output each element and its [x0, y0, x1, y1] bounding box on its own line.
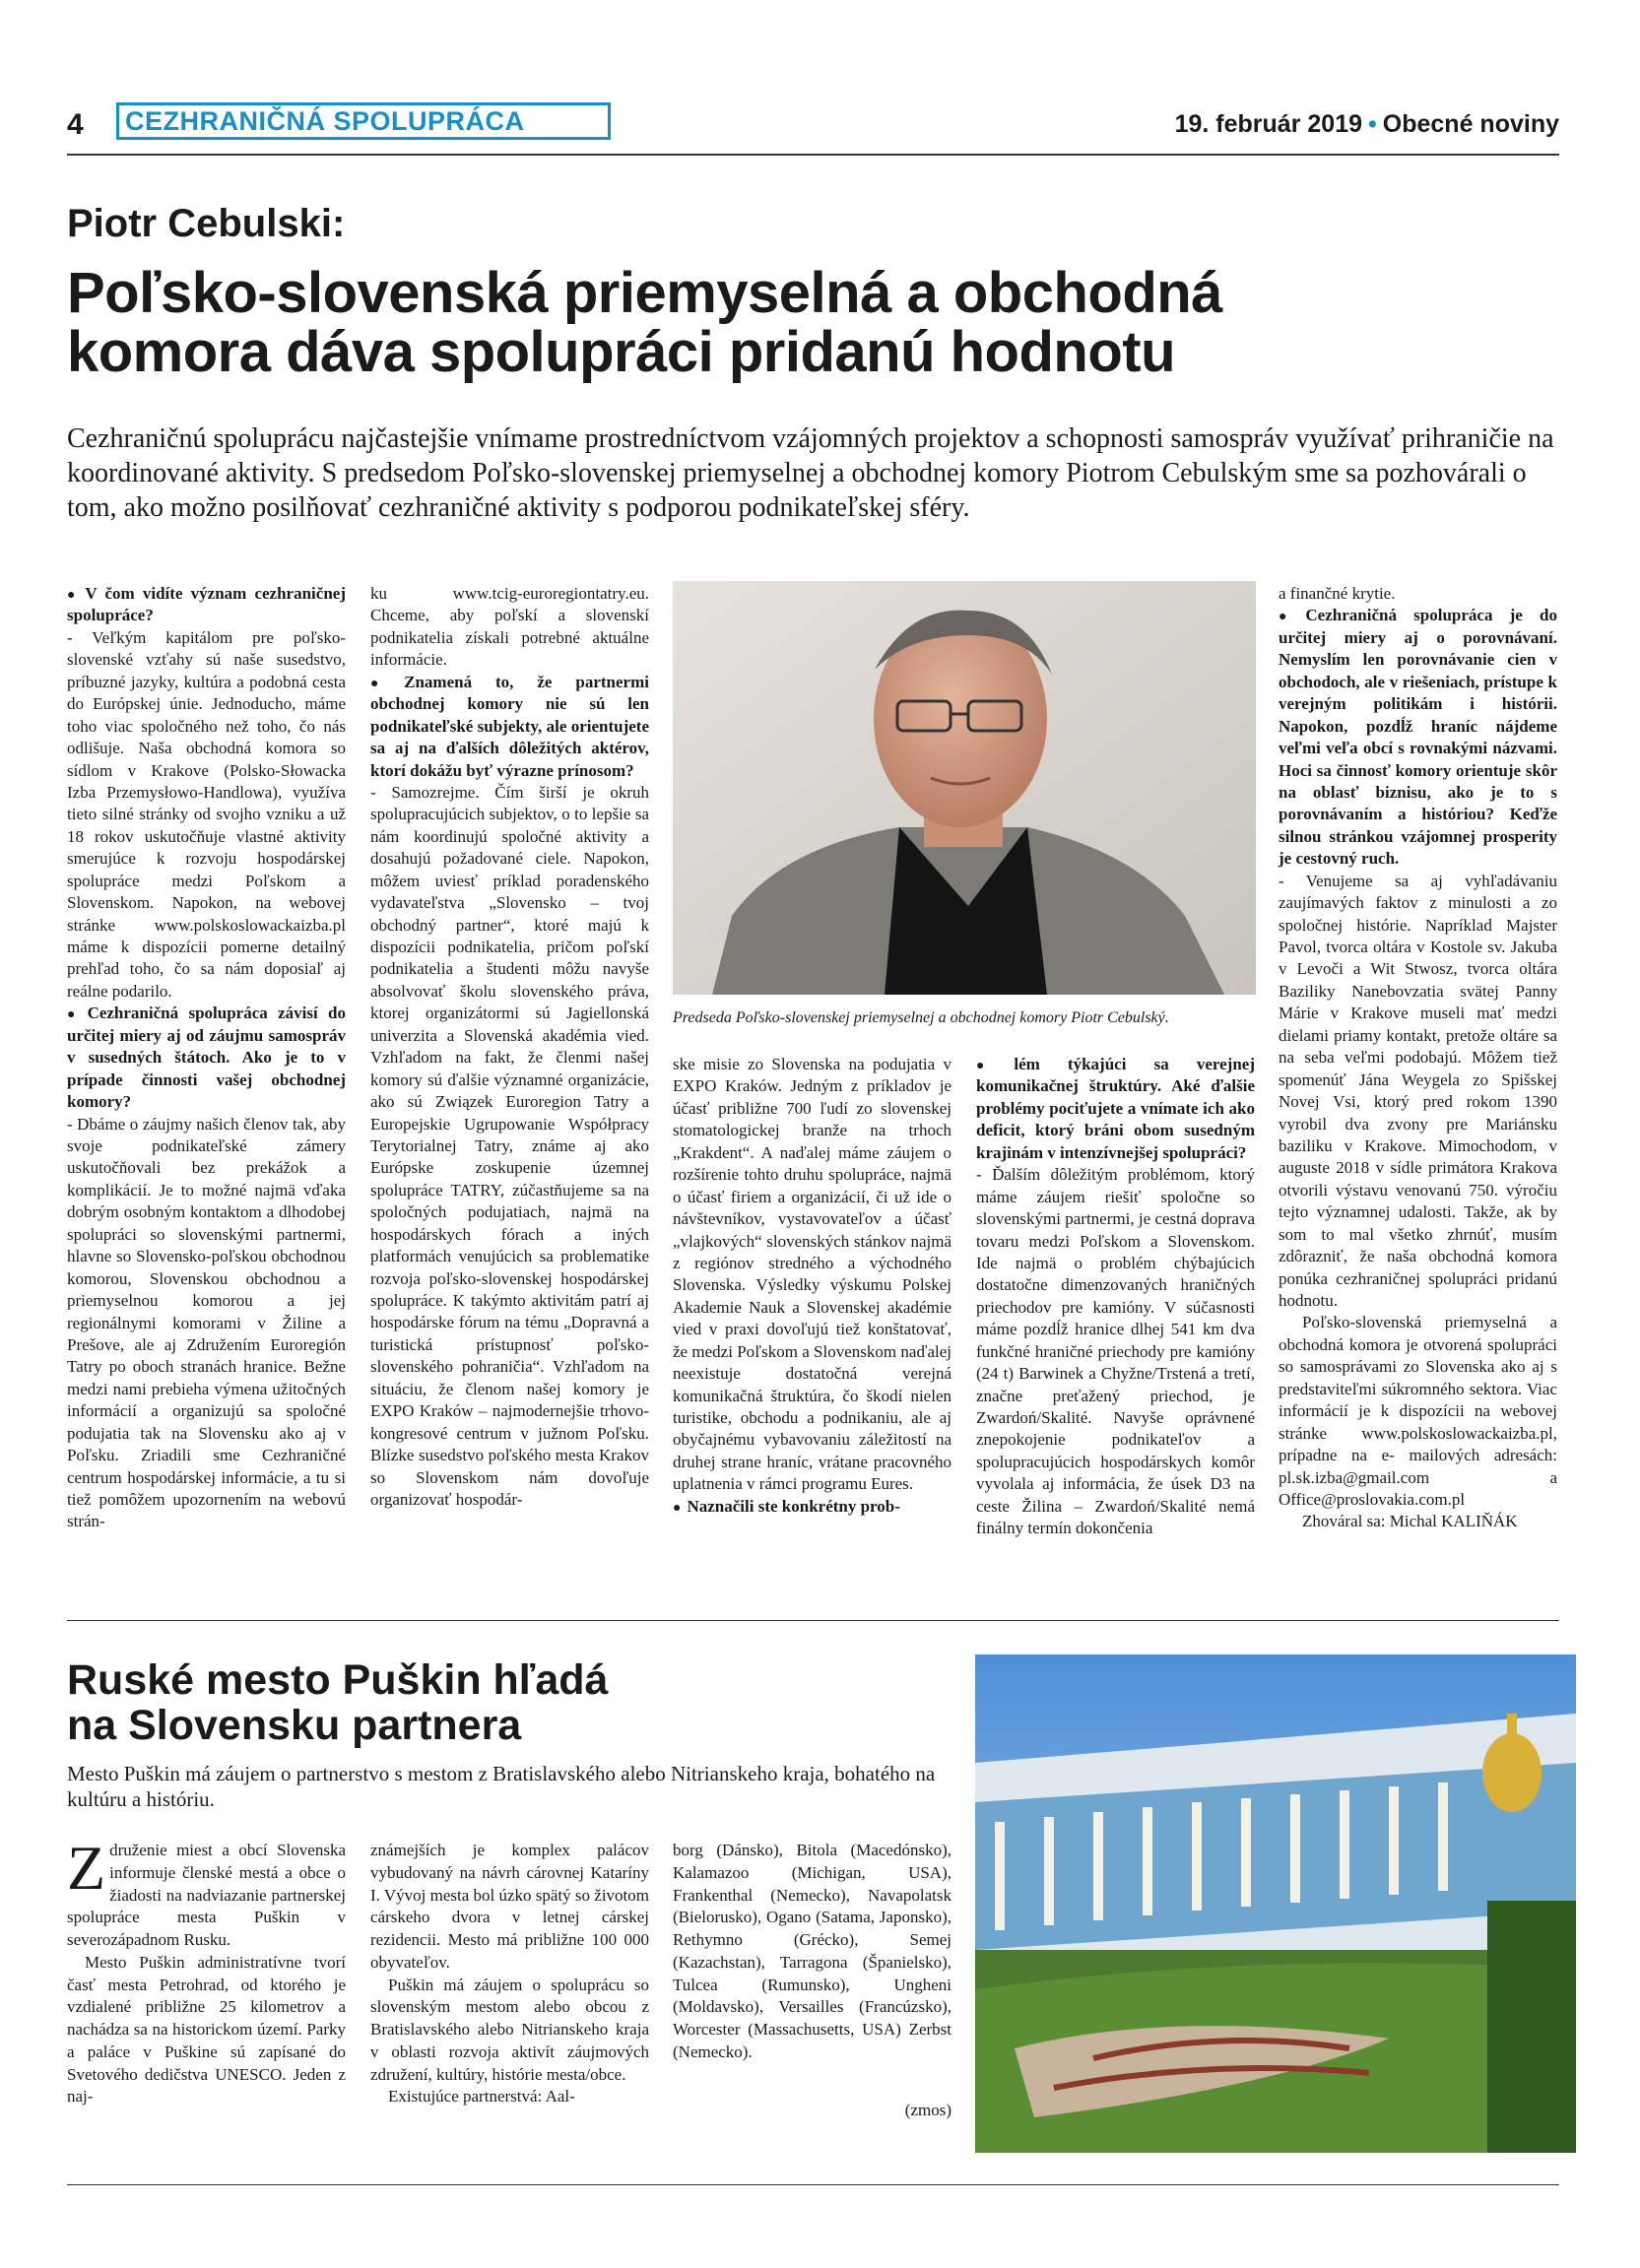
- issue-date: 19. február 2019: [1174, 110, 1363, 138]
- question-text: Naznačili ste konkrétny prob-: [687, 1496, 900, 1516]
- bullet-dot-icon: ●: [1279, 610, 1300, 625]
- article2-column-3: [673, 1840, 951, 2121]
- article-divider: [67, 1620, 1559, 1621]
- article2-paragraph: Mesto Puškin administratívne tvorí časť mesta Petrohrad, od ktorého je vzdialené približne 25 kilometrov a nachádza sa na historickom území. Parky a paláce v Puškine sú zapísané do Svetového dedičstva UNESCO. Jeden z naj-: [67, 1952, 346, 2106]
- interview-question: [67, 1003, 346, 1113]
- article2-paragraph: známejších je komplex palácov vybudovaný na návrh cárovnej Kataríny I. Vývoj mesta bol úzko spätý so životom cárskeho dvora v letnej cárskej rezidencii. Mesto má približne 100 000 obyvateľov.: [370, 1841, 649, 1972]
- separator-dot: •: [1368, 110, 1377, 138]
- bullet-dot-icon: ●: [67, 588, 80, 603]
- photo-caption: Predseda Poľsko-slovenskej priemyselnej a obchodnej komory Piotr Cebulský.: [673, 1009, 1169, 1026]
- palace-illustration: [975, 1654, 1576, 2153]
- article2-column-2: [370, 1840, 649, 2108]
- bullet-dot-icon: ●: [370, 676, 399, 691]
- article2-headline-line-1: Ruské mesto Puškin hľadá: [67, 1656, 609, 1704]
- article-lead: Cezhraničnú spoluprácu najčastejšie vnímame prostredníctvom vzájomných projektov a schopnosti samospráv využívať prihraničie na koordinované aktivity. S predsedom Poľsko-slovenskej priemyselnej a obchodnej komory Piotrom Cebulským sme sa pozhovárali o tom, ako možno posilňovať cezhraničné aktivity s podporou podnikateľskej sféry.: [67, 423, 1554, 523]
- page-number: 4: [67, 108, 84, 141]
- article2-paragraph: borg (Dánsko), Bitola (Macedónsko), Kalamazoo (Michigan, USA), Frankenthal (Nemecko), Navapolatsk (Bielorusko), Ogano (Satama, Japonsko), Rethymno (Grécko), Semej (Kazachstan), Tarragona (Španielsko), Tulcea (Rumunsko), Ungheni (Moldavsko), Versailles (Francúzsko), Worcester (Massachusetts, USA) Zerbst (Nemecko).: [673, 1841, 951, 2061]
- interview-answer: a finančné krytie.: [1279, 584, 1396, 603]
- article2-signature: (zmos): [904, 2100, 951, 2119]
- question-text: Cezhraničná spolupráca je do určitej miery aj o porovnávaní. Nemyslím len porovnávanie cien v obchodoch, ale v riešeniach, prístupe k verejným politikám i histórii. Napokon, pozdĺž hraníc nájdeme veľmi veľa obcí s rovnakými názvami. Hoci sa činnosť komory orientuje skôr na oblasť biznisu, ako je to s porovnávaním a históriou? Keďže silnou stránkou vzájomnej prosperity je cestovný ruch.: [1279, 606, 1557, 869]
- headline-line-1: Poľsko-slovenská priemyselná a obchodná: [67, 261, 1222, 325]
- interview-question: [673, 1496, 951, 1518]
- article2-paragraph: druženie miest a obcí Slovenska informuje členské mestá a obce o žiadosti na nadviazanie partnerskej spolupráce mesta Puškin v severozápadnom Rusku.: [67, 1841, 346, 1950]
- bottom-divider: [67, 2184, 1559, 2185]
- interview-answer: Zhováral sa: Michal KALIŇÁK: [1302, 1512, 1518, 1531]
- issue-info: [1175, 110, 1559, 139]
- article-kicker: Piotr Cebulski:: [67, 202, 346, 245]
- portrait-illustration: [673, 581, 1256, 995]
- question-text: Znamená to, že partnermi obchodnej komory nie sú len podnikateľské subjekty, ale orientujete sa aj na ďalších dôležitých aktérov, ktorí dokážu byť výrazne prínosom?: [370, 672, 649, 780]
- article-column-1: [67, 583, 346, 1533]
- interview-answer: - Dbáme o záujmy našich členov tak, aby svoje podnikateľské zámery uskutočňovali bez prekážok a komplikácií. Je to možné najmä vďaka dobrým osobným kontaktom a dlhodobej spolupráci so slovenskými partnermi, hlavne so Slovensko-poľskou obchodnou komorou, Slovenskou obchodnou a priemyselnou komorou a jej regionálnymi komorami v Žiline a Prešove, ale aj Združením Euroregión Tatry po oboch stranách hranice. Bežne medzi nami prebieha výmena užitočných informácií a organizujú sa spoločné podujatia tak na Slovensku ako aj v Poľsku. Zriadili sme Cezhraničné centrum hospodárskej informácie, a tu si tiež pomôžem upozornením na webovú strán-: [67, 1114, 346, 1531]
- interview-answer: Poľsko-slovenská priemyselná a obchodná komora je otvorená spolupráci so samosprávami zo Slovenska ako aj s predstaviteľmi súkromného sektora. Viac informácií je k dispozícii na webovej stránke www.polskoslowackaizba.pl, prípadne na e- mailových adresách: pl.sk.izba@gmail.com a Office@proslovakia.com.pl: [1279, 1313, 1557, 1509]
- article2-paragraph: Puškin má záujem o spoluprácu so slovenským mestom alebo obcou z Bratislavského alebo Nitrianskeho kraja v oblasti rozvoja aktivít záujmových združení, kultúry, histórie mesta/obce.: [370, 1975, 649, 2084]
- interview-question: [67, 583, 346, 627]
- bullet-dot-icon: ●: [67, 1007, 82, 1023]
- headline-line-2: komora dáva spolupráci pridanú hodnotu: [67, 319, 1175, 384]
- question-text: lém týkajúci sa verejnej komunikačnej štruktúry. Aké ďalšie problémy pociťujete a vnímate ich ako deficit, ktorý bráni obom susedným krajinám v intenzívnejšej spolupráci?: [976, 1055, 1255, 1162]
- interview-answer: ku www.tcig-euroregiontatry.eu. Chceme, aby poľskí a slovenskí podnikatelia získali potrebné aktuálne informácie.: [370, 584, 649, 670]
- article-column-4: [976, 1054, 1255, 1540]
- article-headline: [67, 261, 1574, 384]
- article2-paragraph: Existujúce partnerstvá: Aal-: [388, 2087, 575, 2106]
- question-text: V čom vidíte význam cezhraničnej spolupráce?: [67, 584, 346, 625]
- article-column-3: [673, 1054, 951, 1518]
- article2-lead: Mesto Puškin má záujem o partnerstvo s mestom z Bratislavského alebo Nitrianskeho kraja, bohatého na kultúru a históriu.: [67, 1762, 936, 1812]
- interview-question: [370, 672, 649, 782]
- header-divider: [67, 154, 1559, 156]
- dropcap: Z: [67, 1833, 106, 1903]
- portrait-photo: [673, 581, 1256, 995]
- article2-column-1: [67, 1833, 346, 2108]
- article2-headline-line-2: na Slovensku partnera: [67, 1702, 522, 1749]
- interview-answer: - Veľkým kapitálom pre poľsko-slovenské vzťahy sú naše susedstvo, príbuzné jazyky, kultúra a podobná cesta do Európskej únie. Jednoducho, máme toho viac spoločného než toho, čo nás odlišuje. Naša obchodná komora so sídlom v Krakove (Polsko-Słowacka Izba Przemysłowo-Handlowa), využíva tieto silné stránky od svojho vzniku a už 18 rokov uskutočňuje vlastné aktivity smerujúce k rozvoju hospodárskej spolupráce medzi Poľskom a Slovenskom. Napokon, na webovej stránke www.polskoslowackaizba.pl máme k dispozícii pomerne detailný prehľad toho, čo sa nám doposiaľ aj reálne podarilo.: [67, 627, 346, 1001]
- interview-answer: - Ďalším dôležitým problémom, ktorý máme záujem riešiť spoločne so slovenskými partnermi, je cestná doprava tovaru medzi Poľskom a Slovenskom. Ide najmä o problém chýbajúcich dostatočne dimenzovaných hraničných priechodov pre kamióny. V súčasnosti máme pozdĺž hranice dlhej 541 km dva funkčné hraničné priechody pre kamióny (24 t) Barwinek a Chyžne/Trstená a tretí, značne preťažený priechod, je Zwardoń/Skalité. Navyše oprávnené znepokojenie podnikateľov a spolupracujúcich hospodárskych komôr vyvolala aj informácia, že úsek D3 na ceste Žilina – Zwardoń/Skalité nemá finálny termín dokončenia: [976, 1165, 1255, 1538]
- section-label: CEZHRANIČNÁ SPOLUPRÁCA: [116, 102, 611, 140]
- interview-answer: ske misie zo Slovenska na podujatia v EXPO Kraków. Jedným z príkladov je účasť približne 700 ľudí zo slovenskej stomatologickej branže na trhoch „Krakdent“. A naďalej máme záujem o rozšírenie tohto druhu spolupráce, najmä o účasť firiem a organizácií, či už ide o návštevníkov, vystavovateľov a účasť „vlajkových“ slovenských stánkov najmä z regiónov stredného a východného Slovenska. Výsledky výskumu Polskej Akademie Nauk a Slovenskej akadémie vied v praxi dovoľujú tiež konštatovať, že medzi Poľskom a Slovenskom naďalej neexistuje dostatočná verejná komunikačná štruktúra, čo škodí nielen turistike, obchodu a podnikaniu, ale aj obyčajnému vybavovaniu záležitostí na druhej strane hraníc, vrátane pracovného uplatnenia v rámci programu Eures.: [673, 1055, 951, 1494]
- article-column-5: [1279, 583, 1557, 1533]
- publication-name: Obecné noviny: [1382, 110, 1559, 138]
- interview-question: [1279, 605, 1557, 870]
- bullet-dot-icon: ●: [673, 1500, 682, 1516]
- interview-question: [976, 1054, 1255, 1164]
- article-column-2: [370, 583, 649, 1511]
- interview-answer: - Venujeme sa aj vyhľadávaniu zaujímavých faktov z minulosti a zo spoločnej histórie. Napríklad Majster Pavol, tvorca oltára v Kostole sv. Jakuba v Levoči a Wit Stwosz, tvorca oltára Baziliky Nanebovzatia svätej Panny Márie v Krakove museli mať medzi dielami priamy kontakt, pretože oltáre sa na seba veľmi podobajú. Môžem tiež spomenúť Jána Weygela zo Spišskej Novej Vsi, ktorý pred rokom 1390 vyrobil dva zvony pre Mariánsku baziliku v Krakove. Mimochodom, v auguste 2018 v sídle primátora Krakova otvorili výstavu venovanú 750. výročiu tejto významnej udalosti. Takže, ak by som to mal všetko zhrnúť, musím zdôrazniť, že naša obchodná komora ponúka cezhraničnej spolupráci pridanú hodnotu.: [1279, 871, 1557, 1311]
- bullet-dot-icon: ●: [976, 1059, 1009, 1073]
- question-text: Cezhraničná spolupráca závisí do určitej miery aj od záujmu samospráv v susedných štátoch. Ako je to v prípade činnosti vašej obchodnej komory?: [67, 1004, 346, 1112]
- article2-headline: [67, 1657, 697, 1748]
- interview-answer: - Samozrejme. Čím širší je okruh spolupracujúcich subjektov, o to lepšie sa nám koordinujú spoločné aktivity a dosahujú požadované ciele. Napokon, môžem uviesť príklad poradenského vydavateľstva „Slovensko – tvoj obchodný partner“, ktoré majú k dispozícii podnikatelia, pričom poľskí podnikatelia a študenti môžu navyše absolvovať školu slovenského práva, ktorej organizátormi sú Jagiellonská univerzita a Slovenská akadémia vied. Vzhľadom na fakt, že členmi našej komory sú ďalšie významné organizácie, ako sú Związek Euroregion Tatry a Europejskie Ugrupowanie Współpracy Terytorialnej Tatry, známe aj ako Európske zoskupenie územnej spolupráce TATRY, zúčastňujeme sa na spoločných podujatiach, najmä na hospodárskych fórach a iných platformách venujúcich sa problematike rozvoja poľsko-slovenskej hospodárskej spolupráce. K takýmto aktivitám patrí aj hospodárske fórum na tému „Dopravná a turistická prístupnosť poľsko-slovenského pohraničia“. Vzhľadom na situáciu, že členom našej komory je EXPO Kraków – najmodernejšie trhovo-kongresové centrum v južnom Poľsku. Blízke susedstvo poľského mesta Krakov so Slovenskom nám dovoľuje organizovať hospodár-: [370, 782, 649, 1509]
- palace-photo: [975, 1654, 1576, 2153]
